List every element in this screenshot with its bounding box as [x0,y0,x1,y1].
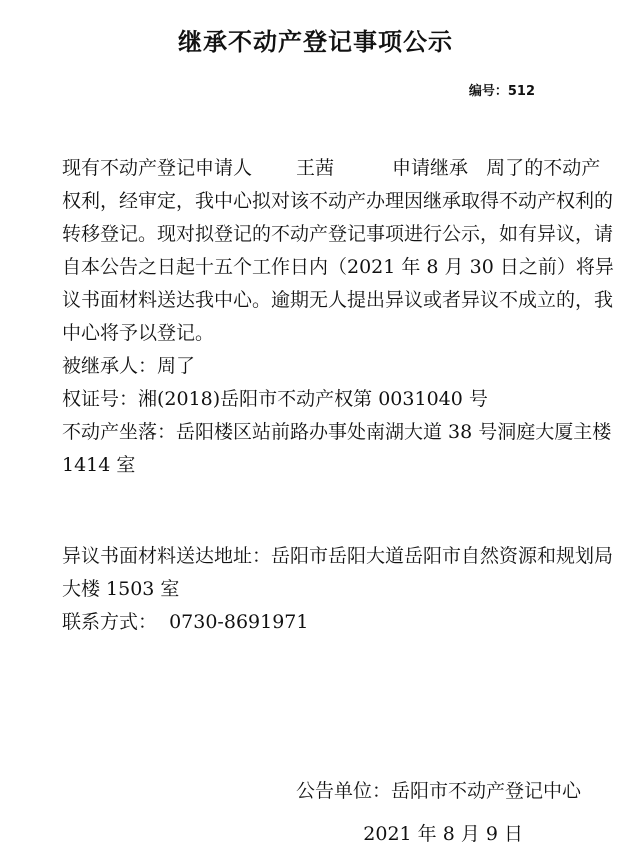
applicant-name: 王茜 [296,157,335,179]
intro-text: 现有不动产登记申请人 [62,157,253,179]
certificate-line: 权证号：湘(2018)岳阳市不动产权第 0031040 号 [62,388,488,410]
decedent-line: 被继承人：周了 [62,355,196,377]
issue-date: 2021 年 8 月 9 日 [363,823,523,845]
issuing-unit: 公告单位：岳阳市不动产登记中心 [295,780,581,802]
contact-line: 联系方式： 0730-8691971 [62,611,309,633]
inherit-text: 申请继承 [392,157,469,179]
serial-number: 编号：512 [468,84,535,99]
deceased-name: 周了 [486,157,525,179]
main-paragraph-rest: 的不动产权利，经审定，我中心拟对该不动产办理因继承取得不动产权利的转移登记。现对拟登记的不动产登记事项进行公示，如有异议，请自本公告之日起十五个工作日内（2021 年 8 月 30 日之前）将异议书面材料送达我中心。逾期无人提出异议或者异议不成立的，我中心将予以登记。 [62,157,614,344]
objection-address-line: 异议书面材料送达地址：岳阳市岳阳大道岳阳市自然资源和规划局大楼 1503 室 [62,545,614,600]
location-line: 不动产坐落：岳阳楼区站前路办事处南湖大道 38 号洞庭大厦主楼 1414 室 [62,421,612,476]
main-paragraph [20,152,614,350]
notice-body [20,152,614,639]
document-title: 继承不动产登记事项公示 [178,28,453,56]
spacer [20,482,614,540]
